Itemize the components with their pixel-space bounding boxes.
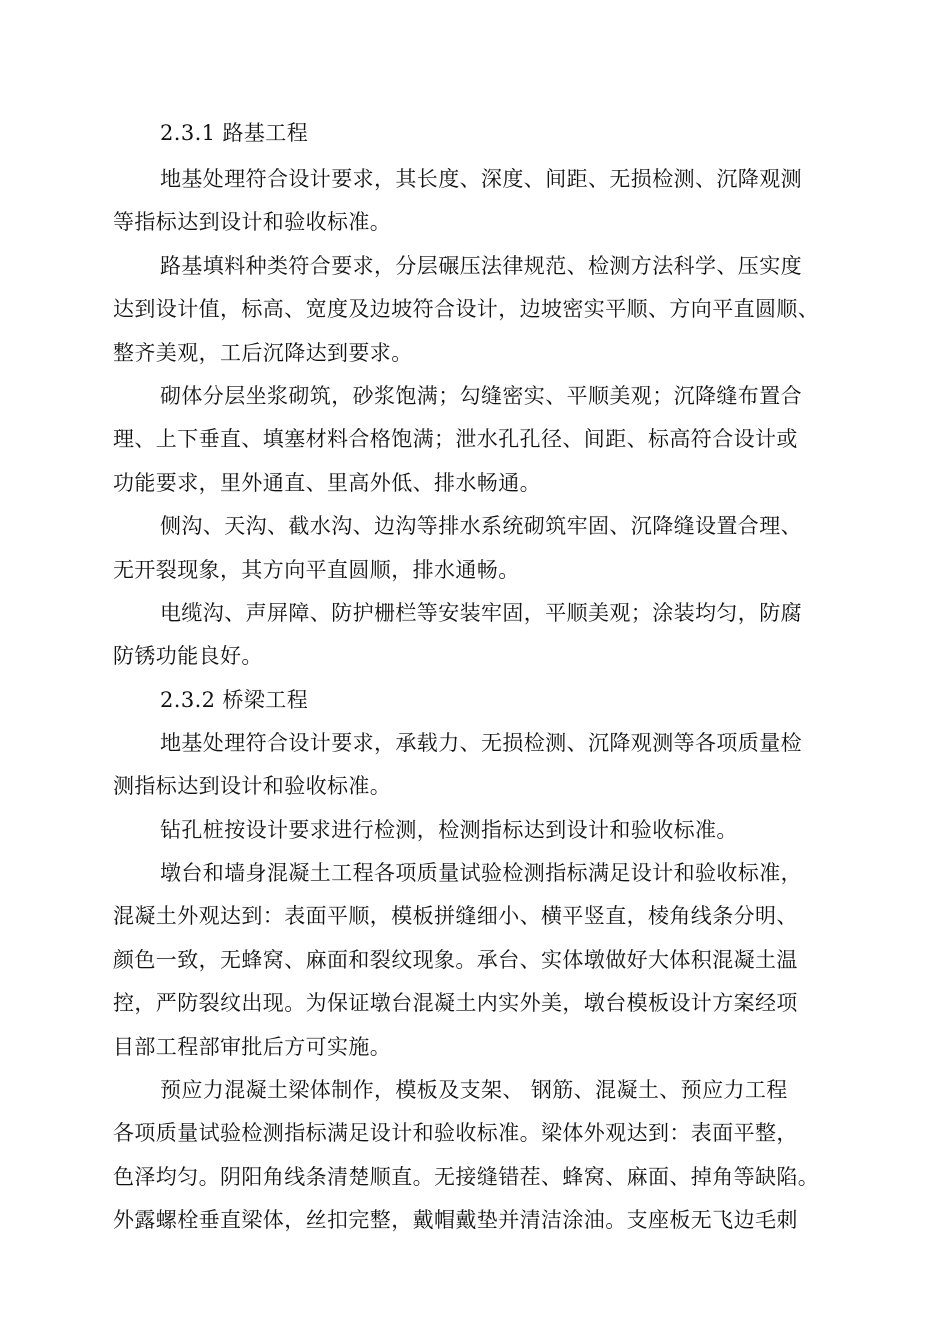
paragraph-line: 预应力混凝土梁体制作，模板及支架、 钢筋、混凝土、预应力工程 [160, 1078, 788, 1102]
paragraph-line: 侧沟、天沟、截水沟、边沟等排水系统砌筑牢固、沉降缝设置合理、 [160, 514, 802, 538]
paragraph-line: 等指标达到设计和验收标准。 [113, 210, 392, 234]
section-heading-subgrade: 2.3.1 路基工程 [160, 121, 309, 145]
paragraph-line: 测指标达到设计和验收标准。 [113, 774, 392, 798]
paragraph-line: 砌体分层坐浆砌筑，砂浆饱满；勾缝密实、平顺美观；沉降缝布置合 [160, 384, 802, 408]
paragraph-line: 防锈功能良好。 [113, 644, 263, 668]
paragraph-line: 混凝土外观达到：表面平顺，模板拼缝细小、横平竖直，棱角线条分明、 [113, 904, 798, 928]
paragraph-line: 无开裂现象，其方向平直圆顺，排水通畅。 [113, 558, 520, 582]
paragraph-line: 理、上下垂直、填塞材料合格饱满；泄水孔孔径、间距、标高符合设计或 [113, 427, 798, 451]
paragraph-line: 控，严防裂纹出现。为保证墩台混凝土内实外美，墩台模板设计方案经项 [113, 991, 798, 1015]
paragraph-line: 路基填料种类符合要求，分层碾压法律规范、检测方法科学、压实度 [160, 254, 802, 278]
section-heading-bridge: 2.3.2 桥梁工程 [160, 688, 309, 712]
paragraph-line: 目部工程部审批后方可实施。 [113, 1035, 392, 1059]
paragraph-line: 各项质量试验检测指标满足设计和验收标准。梁体外观达到：表面平整， [113, 1121, 798, 1145]
paragraph-line: 钻孔桩按设计要求进行检测，检测指标达到设计和验收标准。 [160, 818, 738, 842]
paragraph-line: 颜色一致，无蜂窝、麻面和裂纹现象。承台、实体墩做好大体积混凝土温 [113, 948, 798, 972]
paragraph-line: 地基处理符合设计要求，承载力、无损检测、沉降观测等各项质量检 [160, 731, 802, 755]
paragraph-line: 墩台和墙身混凝土工程各项质量试验检测指标满足设计和验收标准， [160, 861, 802, 885]
paragraph-line: 色泽均匀。阴阳角线条清楚顺直。无接缝错茬、蜂窝、麻面、掉角等缺陷。 [113, 1165, 820, 1189]
paragraph-line: 外露螺栓垂直梁体，丝扣完整，戴帽戴垫并清洁涂油。支座板无飞边毛刺 [113, 1208, 798, 1232]
paragraph-line: 地基处理符合设计要求，其长度、深度、间距、无损检测、沉降观测 [160, 167, 802, 191]
paragraph-line: 电缆沟、声屏障、防护栅栏等安装牢固，平顺美观；涂装均匀，防腐 [160, 601, 802, 625]
paragraph-line: 达到设计值，标高、宽度及边坡符合设计，边坡密实平顺、方向平直圆顺、 [113, 297, 820, 321]
paragraph-line: 功能要求，里外通直、里高外低、排水畅通。 [113, 471, 541, 495]
paragraph-line: 整齐美观，工后沉降达到要求。 [113, 341, 413, 365]
